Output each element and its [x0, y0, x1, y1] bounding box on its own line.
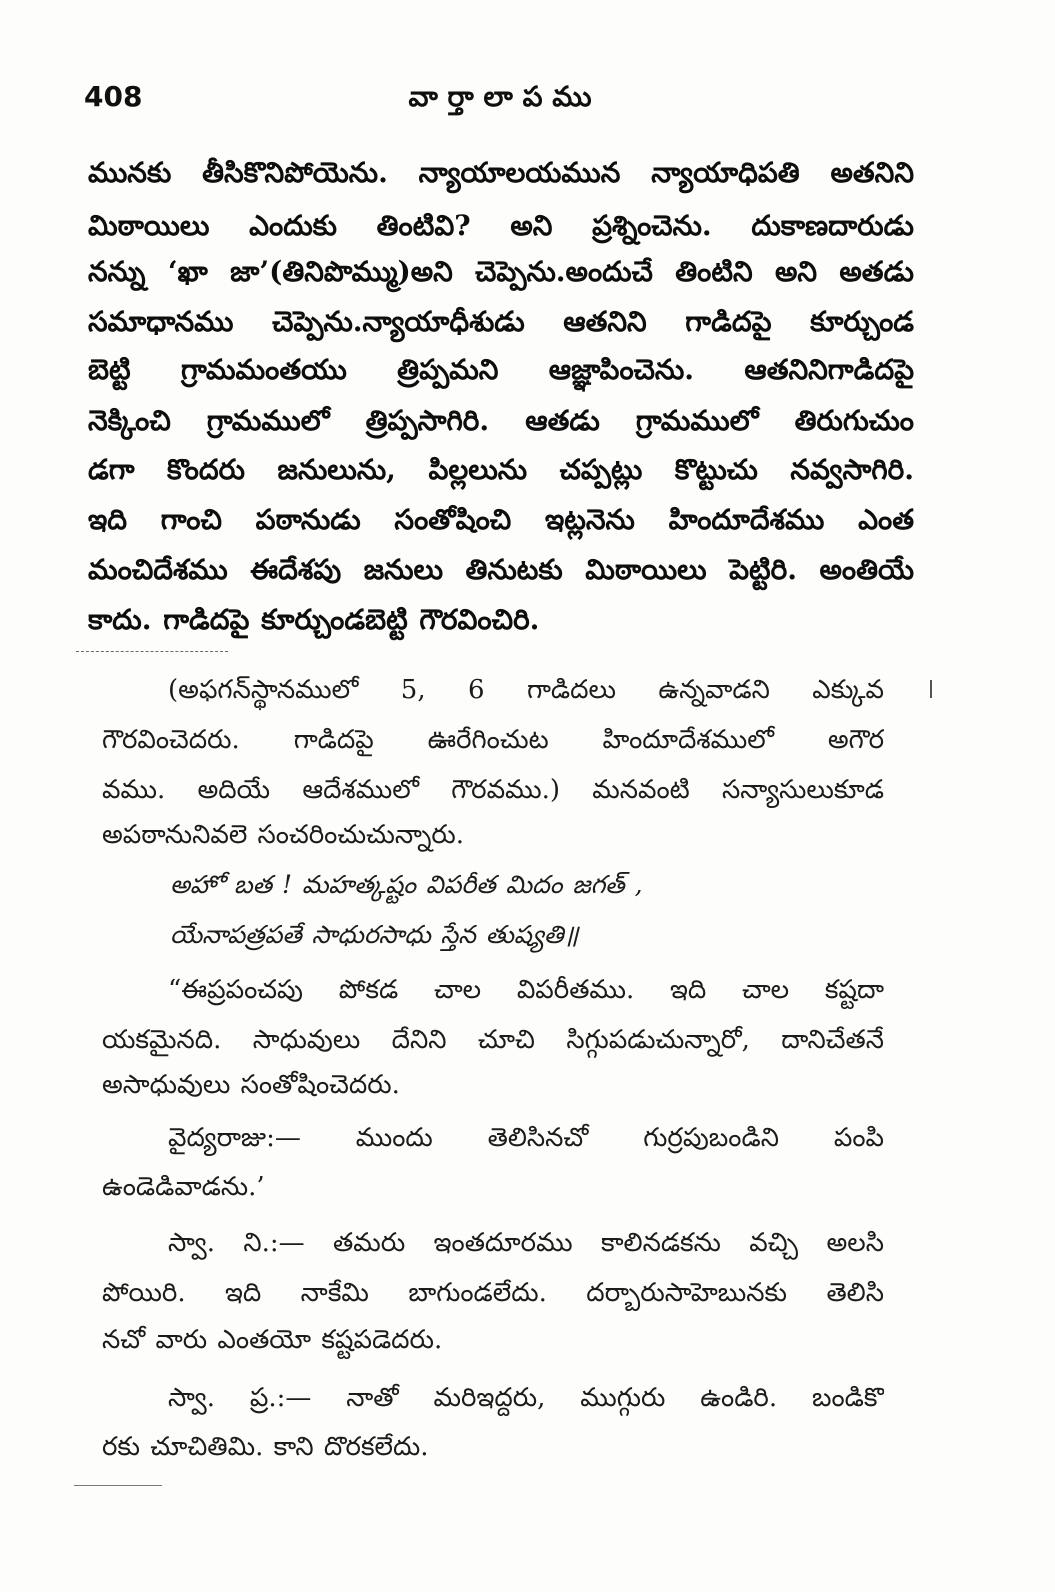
verse-line: అహో బత ! మహత్కష్టం విపరీత మిదం జగత్ ,	[170, 870, 643, 899]
note-line: అపఠానునివలె సంచరించుచున్నారు.	[102, 820, 465, 850]
dialogue-line: నచో వారు ఎంతయో కష్టపడెదరు.	[102, 1325, 443, 1355]
note-line: (అఫగన్‌స్థానములో 5, 6 గాడిదలు ఉన్నవాడని ఎక్కువ	[168, 675, 884, 705]
narrative-line: మంచిదేశము ఈదేశపు జనులు తినుటకు మిఠాయిలు పెట్టిరి. అంతియే	[88, 553, 914, 586]
running-title: వా ర్తా లా ప ము	[408, 80, 592, 113]
narrative-line: ఇది గాంచి పఠానుడు సంతోషించి ఇట్లనెను హిందూదేశము ఎంత	[88, 503, 914, 536]
narrative-line: డగా కొందరు జనులును, పిల్లలును చప్పట్లు కొట్టుచు నవ్వసాగిరి.	[88, 453, 914, 486]
dialogue-line: పోయిరి. ఇది నాకేమి బాగుండలేదు. దర్బారుసాహెబునకు తెలిసి	[102, 1278, 884, 1308]
dialogue-line: స్వా. ని.:— తమరు ఇంతదూరము కాలినడకను వచ్చి అలసి	[168, 1228, 884, 1258]
translation-line: “ఈప్రపంచపు పోకడ చాల విపరీతము. ఇది చాల కష్టదా	[168, 975, 884, 1005]
narrative-line: సమాధానము చెప్పెను.న్యాయాధీశుడు ఆతనిని గాడిదపై కూర్చుండ	[88, 305, 914, 338]
note-line: వము. అదియే ఆదేశములో గౌరవము.) మనవంటి సన్యాసులుకూడ	[102, 775, 884, 805]
page-number: 408	[84, 80, 143, 113]
narrative-line: నెక్కించి గ్రామములో త్రిప్పసాగిరి. ఆతడు గ్రామములో తిరుగుచుం	[88, 404, 914, 437]
dialogue-line: వైద్యరాజు:— ముందు తెలిసినచో గుర్రపుబండిని పంపి	[168, 1123, 884, 1153]
narrative-line: బెట్టి గ్రామమంతయు త్రిప్పమని ఆజ్ఞాపించెను. ఆతనినిగాడిదపై	[88, 353, 914, 386]
footer-rule	[74, 1485, 162, 1486]
narrative-line: మిఠాయిలు ఎందుకు తింటివి? అని ప్రశ్నించెను. దుకాణదారుడు	[88, 209, 914, 242]
dialogue-line: స్వా. ప్ర.:— నాతో మరిఇద్దరు, ముగ్గురు ఉండిరి. బండికొ	[168, 1383, 884, 1413]
section-rule	[76, 651, 228, 652]
narrative-line: నన్ను ‘ఖా జా’(తినిపొమ్ము)అని చెప్పెను.అందుచే తింటిని అని అతడు	[88, 255, 914, 288]
stray-mark	[930, 680, 932, 698]
translation-line: యకమైనది. సాధువులు దేనిని చూచి సిగ్గుపడుచున్నారో, దానిచేతనే	[102, 1025, 884, 1055]
narrative-line: కాదు. గాడిదపై కూర్చుండబెట్టి గౌరవించిరి.	[88, 603, 540, 636]
verse-line: యేనాపత్రపతే సాధురసాధు స్తేన తుష్యతి॥	[170, 920, 579, 949]
note-line: గౌరవించెదరు. గాడిదపై ఊరేగించుట హిందూదేశములో అగౌర	[102, 725, 884, 755]
dialogue-line: రకు చూచితిమి. కాని దొరకలేదు.	[102, 1432, 429, 1462]
translation-line: అసాధువులు సంతోషించెదరు.	[102, 1070, 400, 1100]
narrative-line: మునకు తీసికొనిపోయెను. న్యాయాలయమున న్యాయాధిపతి అతనిని	[88, 156, 914, 189]
dialogue-line: ఉండెడివాడను.’	[102, 1172, 265, 1202]
